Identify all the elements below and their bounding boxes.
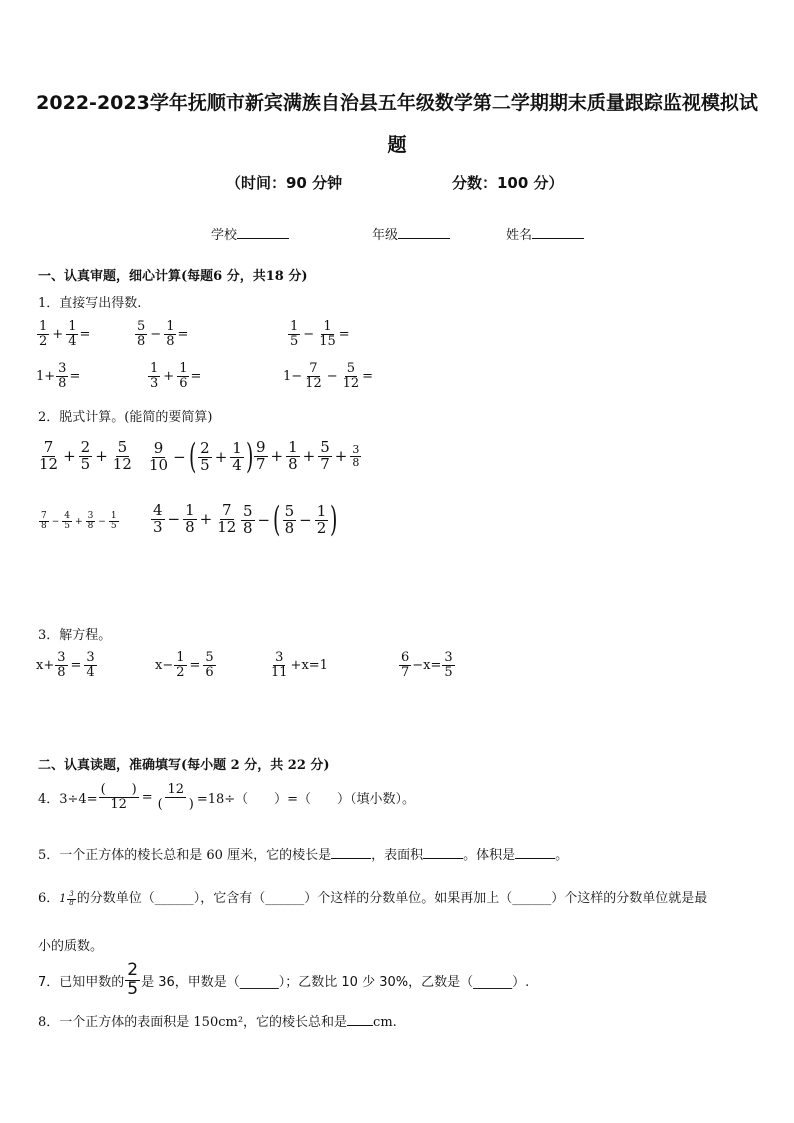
q1-item-6: 1− $\frac{7}{12}$ − $\frac{5}{12}$ =: [283, 361, 374, 391]
page-title: 2022-2023学年抚顺市新宾满族自治县五年级数学第二学期期末质量跟踪监视模拟试: [36, 92, 758, 114]
fraction: $\frac{1}{4}$: [232, 439, 242, 474]
fraction: $\frac{2}{5}$: [80, 438, 91, 473]
fraction: $\frac{5}{8}$: [243, 502, 253, 537]
q3-eq-2: x− $\frac{1}{2}$ = $\frac{5}{6}$: [155, 650, 214, 680]
fraction: $\frac{1}{4}$: [68, 319, 77, 349]
total-score: 分数：100 分）: [452, 174, 564, 192]
q6: 6．1 $\frac{3}{8}$ 的分数单位（______），它含有（______）个这样的分数单位。如果再加上（______）个这样的分数单位就是最: [38, 890, 708, 907]
fraction: $\frac{1}{8}$: [166, 319, 175, 349]
fraction: $\frac{3}{8}$: [87, 511, 94, 532]
fraction: $\frac{1}{8}$: [288, 438, 298, 473]
fraction: $\frac{1}{5}$: [290, 319, 299, 349]
fraction: $\frac{7}{8}$: [41, 511, 47, 532]
q5: 5．一个正方体的棱长总和是 60 厘米，它的棱长是 ，表面积 。体积是 。: [38, 848, 569, 863]
fraction: $\frac{6}{7}$: [401, 650, 410, 680]
grade-label: 年级: [372, 228, 399, 243]
q5-blank-area[interactable]: [423, 847, 463, 859]
q1-item-3: $\frac{1}{5}$ − $\frac{1}{15}$ =: [290, 319, 350, 349]
q2-expr-1: $\frac{7}{12}$ + $\frac{2}{5}$ + $\frac{5}{12}$: [39, 438, 132, 473]
fraction: $\frac{3}{8}$: [58, 361, 67, 391]
grade-line: [398, 226, 450, 239]
fraction: $\frac{4}{5}$: [64, 511, 71, 532]
q1-item-5: $\frac{1}{3}$ + $\frac{1}{6}$ =: [150, 361, 202, 391]
fraction: $\frac{3}{8}$: [57, 650, 66, 680]
q1-item-4: 1+ $\frac{3}{8}$ =: [36, 361, 81, 391]
q1-label: 1．直接写出得数.: [38, 296, 142, 311]
fraction: $\frac{7}{12}$: [217, 501, 237, 536]
fraction: $\frac{4}{3}$: [153, 501, 163, 536]
fraction: $\frac{2}{5}$: [127, 960, 139, 999]
fraction: $\frac{1}{3}$: [150, 361, 159, 391]
q3-label: 3．解方程。: [38, 628, 112, 643]
fraction: $\frac{5}{12}$: [342, 361, 360, 391]
fraction: $\frac{3}{8}$: [352, 443, 360, 469]
q2-expr-2: $\frac{9}{10}$ − ( $\frac{2}{5}$ + $\frac{1}{4}$ ): [149, 437, 254, 477]
fraction: $\frac{1}{2}$: [176, 650, 185, 680]
fraction: $\frac{3}{8}$: [69, 890, 74, 907]
grade-field[interactable]: [372, 224, 450, 243]
fraction: $\frac{9}{10}$: [149, 439, 169, 474]
fraction: $\frac{3}{4}$: [86, 650, 95, 680]
fraction: $\frac{( )}{12}$: [100, 782, 137, 812]
school-line: [237, 226, 289, 239]
q4: 4．3÷4= $\frac{( )}{12}$ = $\frac{12}{( )}$ =18÷（ ）=（ ）（填小数）。: [38, 782, 416, 812]
fraction: $\frac{3}{11}$: [271, 650, 288, 680]
q3-eq-4: $\frac{6}{7}$ −x= $\frac{3}{5}$: [401, 650, 453, 680]
fraction: $\frac{7}{12}$: [305, 361, 322, 391]
q1-item-2: $\frac{5}{8}$ − $\frac{1}{8}$ =: [137, 319, 189, 349]
fraction: $\frac{2}{5}$: [200, 439, 210, 474]
section2-heading: 二、认真读题，准确填写(每小题 2 分，共 22 分): [38, 758, 330, 773]
fraction: $\frac{5}{6}$: [205, 650, 214, 680]
fraction: $\frac{1}{2}$: [316, 502, 327, 537]
q8-blank[interactable]: [347, 1014, 373, 1026]
mixed-number: 1 $\frac{3}{8}$: [59, 890, 74, 907]
q2-expr-6: $\frac{5}{8}$ − ( $\frac{5}{8}$ − $\frac{1}{2}$ ): [243, 500, 338, 540]
fraction: $\frac{9}{7}$: [256, 438, 266, 473]
q5-blank-volume[interactable]: [515, 847, 555, 859]
q2-expr-4: $\frac{7}{8}$ − $\frac{4}{5}$ + $\frac{3}{8}$ − $\frac{1}{5}$: [41, 511, 117, 532]
time-limit: （时间：90 分钟: [226, 174, 343, 192]
page-title-cont: 题: [387, 134, 407, 156]
fraction: $\frac{1}{8}$: [185, 501, 195, 536]
q7: 7．已知甲数的 $\frac{2}{5}$ 是 36，甲数是（______）；乙数比 10 少 30%，乙数是（______）.: [38, 960, 530, 999]
q8: 8．一个正方体的表面积是 150cm²，它的棱长总和是 cm.: [38, 1015, 397, 1030]
fraction: $\frac{7}{12}$: [39, 438, 59, 473]
fraction: $\frac{1}{6}$: [179, 361, 188, 391]
q2-label: 2．脱式计算。(能简的要简算): [38, 410, 213, 425]
fraction: $\frac{3}{5}$: [444, 650, 453, 680]
name-line: [532, 226, 584, 239]
q3-eq-3: $\frac{3}{11}$ +x=1: [271, 650, 328, 680]
fraction: $\frac{1}{2}$: [39, 319, 48, 349]
school-label: 学校: [211, 228, 238, 243]
fraction: $\frac{5}{7}$: [320, 438, 330, 473]
q5-blank-edge[interactable]: [331, 847, 371, 859]
q6-cont: 小的质数。: [38, 939, 104, 954]
name-field[interactable]: [506, 224, 584, 243]
section1-heading: 一、认真审题，细心计算(每题6 分，共18 分): [38, 269, 308, 284]
fraction: $\frac{5}{8}$: [284, 502, 295, 537]
name-label: 姓名: [506, 228, 533, 243]
q3-eq-1: x+ $\frac{3}{8}$ = $\frac{3}{4}$: [36, 650, 95, 680]
q2-expr-5: $\frac{4}{3}$ − $\frac{1}{8}$ + $\frac{7}{12}$: [153, 501, 237, 536]
fraction: $\frac{1}{5}$: [110, 511, 117, 532]
school-field[interactable]: [211, 224, 289, 243]
fraction: $\frac{5}{8}$: [137, 319, 146, 349]
q2-expr-3: $\frac{9}{7}$ + $\frac{1}{8}$ + $\frac{5}{7}$ + $\frac{3}{8}$: [256, 438, 360, 473]
fraction: $\frac{12}{( )}$: [157, 782, 194, 812]
fraction: $\frac{5}{12}$: [112, 438, 132, 473]
q1-item-1: $\frac{1}{2}$ + $\frac{1}{4}$ =: [39, 319, 91, 349]
fraction: $\frac{1}{15}$: [319, 319, 336, 349]
